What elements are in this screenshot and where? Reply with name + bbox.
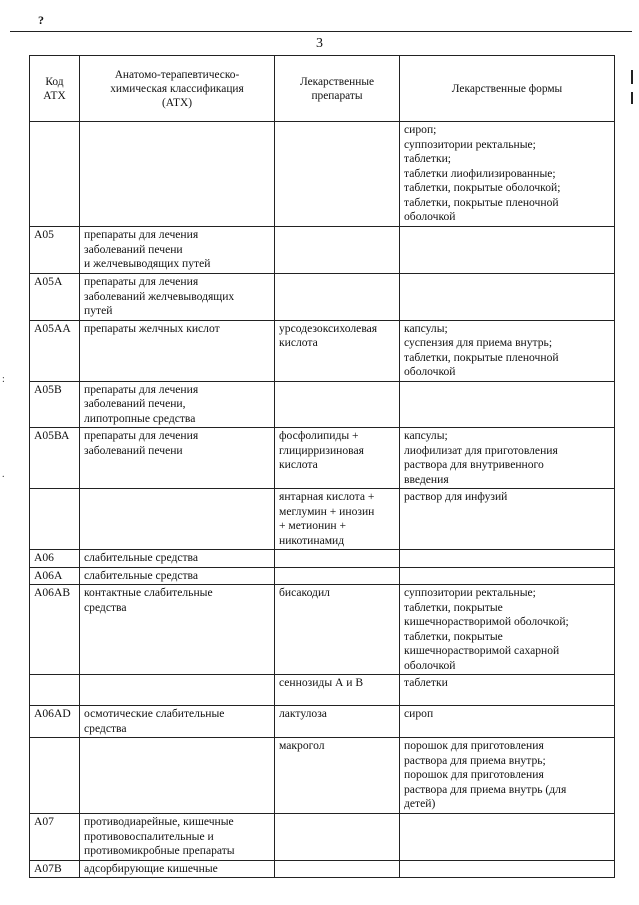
cell-code: А06AD (30, 706, 80, 738)
cell-forms: сироп (400, 706, 615, 738)
cell-classification (80, 738, 275, 814)
table-row (30, 738, 615, 814)
cell-drug: макрогол (275, 738, 400, 814)
cell-drug: фосфолипиды + глицирризиновая кислота (275, 428, 400, 489)
cell-code: А05ВА (30, 428, 80, 489)
cell-code: А06АВ (30, 585, 80, 675)
cell-drug (275, 550, 400, 568)
cell-drug: бисакодил (275, 585, 400, 675)
table-row (30, 706, 615, 738)
table-row (30, 381, 615, 428)
cell-forms (400, 381, 615, 428)
cell-forms (400, 274, 615, 321)
cell-forms (400, 860, 615, 878)
cell-drug: лактулоза (275, 706, 400, 738)
scan-edge-mark (631, 92, 633, 104)
cell-drug (275, 567, 400, 585)
cell-code (30, 738, 80, 814)
cell-drug (275, 227, 400, 274)
cell-classification (80, 489, 275, 550)
table-row (30, 274, 615, 321)
cell-code (30, 489, 80, 550)
table-row (30, 860, 615, 878)
cell-drug (275, 814, 400, 861)
cell-classification: осмотические слабительные средства (80, 706, 275, 738)
cell-classification: препараты для лечения заболеваний печени и желчевыводящих путей (80, 227, 275, 274)
table-row (30, 227, 615, 274)
cell-code: А06А (30, 567, 80, 585)
cell-forms: суппозитории ректальные; таблетки, покрытые кишечнорастворимой оболочкой; таблетки, покрытые кишечнорастворимой сахарной оболочкой (400, 585, 615, 675)
table-row (30, 675, 615, 706)
cell-classification: препараты для лечения заболеваний желчевыводящих путей (80, 274, 275, 321)
cell-forms (400, 227, 615, 274)
cell-classification (80, 122, 275, 227)
cell-classification (80, 675, 275, 706)
scan-margin-mark: . (2, 469, 5, 480)
corner-mark: ? (38, 13, 44, 27)
cell-forms: сироп; суппозитории ректальные; таблетки; таблетки лиофилизированные; таблетки, покрытые оболочкой; таблетки, покрытые пленочной оболочкой (400, 122, 615, 227)
cell-classification: препараты для лечения заболеваний печени (80, 428, 275, 489)
cell-forms: порошок для приготовления раствора для приема внутрь; порошок для приготовления раствора для приема внутрь (для детей) (400, 738, 615, 814)
header-code: Код АТХ (30, 56, 80, 122)
header-classification: Анатомо-терапевтическо- химическая классификация (АТХ) (80, 56, 275, 122)
cell-code: А07 (30, 814, 80, 861)
table-row (30, 550, 615, 568)
table-row (30, 428, 615, 489)
cell-drug (275, 122, 400, 227)
cell-classification: слабительные средства (80, 550, 275, 568)
cell-code: А05В (30, 381, 80, 428)
cell-drug: янтарная кислота + меглумин + инозин + метионин + никотинамид (275, 489, 400, 550)
atx-table (29, 55, 615, 878)
table-row (30, 567, 615, 585)
cell-forms (400, 567, 615, 585)
cell-code: А05АА (30, 320, 80, 381)
table-row (30, 814, 615, 861)
header-drugs: Лекарственные препараты (275, 56, 400, 122)
cell-drug: сеннозиды А и В (275, 675, 400, 706)
scan-edge-mark (631, 70, 633, 84)
scan-margin-mark: : (2, 374, 5, 385)
cell-classification: адсорбирующие кишечные (80, 860, 275, 878)
cell-code: А05А (30, 274, 80, 321)
header-rule (10, 31, 632, 32)
cell-code (30, 122, 80, 227)
cell-code: А05 (30, 227, 80, 274)
cell-forms: капсулы; лиофилизат для приготовления раствора для внутривенного введения (400, 428, 615, 489)
table-row (30, 320, 615, 381)
cell-classification: контактные слабительные средства (80, 585, 275, 675)
cell-classification: противодиарейные, кишечные противовоспалительные и противомикробные препараты (80, 814, 275, 861)
page-number: 3 (316, 36, 323, 51)
cell-code: А07В (30, 860, 80, 878)
cell-classification: препараты для лечения заболеваний печени, липотропные средства (80, 381, 275, 428)
cell-drug (275, 860, 400, 878)
table-header-row (30, 56, 615, 122)
cell-classification: препараты желчных кислот (80, 320, 275, 381)
cell-code (30, 675, 80, 706)
cell-forms: раствор для инфузий (400, 489, 615, 550)
table-row (30, 122, 615, 227)
cell-forms (400, 814, 615, 861)
cell-forms: капсулы; суспензия для приема внутрь; таблетки, покрытые пленочной оболочкой (400, 320, 615, 381)
cell-forms (400, 550, 615, 568)
table-row (30, 489, 615, 550)
table-row (30, 585, 615, 675)
cell-drug (275, 381, 400, 428)
cell-forms: таблетки (400, 675, 615, 706)
cell-drug (275, 274, 400, 321)
cell-drug: урсодезоксихолевая кислота (275, 320, 400, 381)
header-forms: Лекарственные формы (400, 56, 615, 122)
cell-code: А06 (30, 550, 80, 568)
cell-classification: слабительные средства (80, 567, 275, 585)
